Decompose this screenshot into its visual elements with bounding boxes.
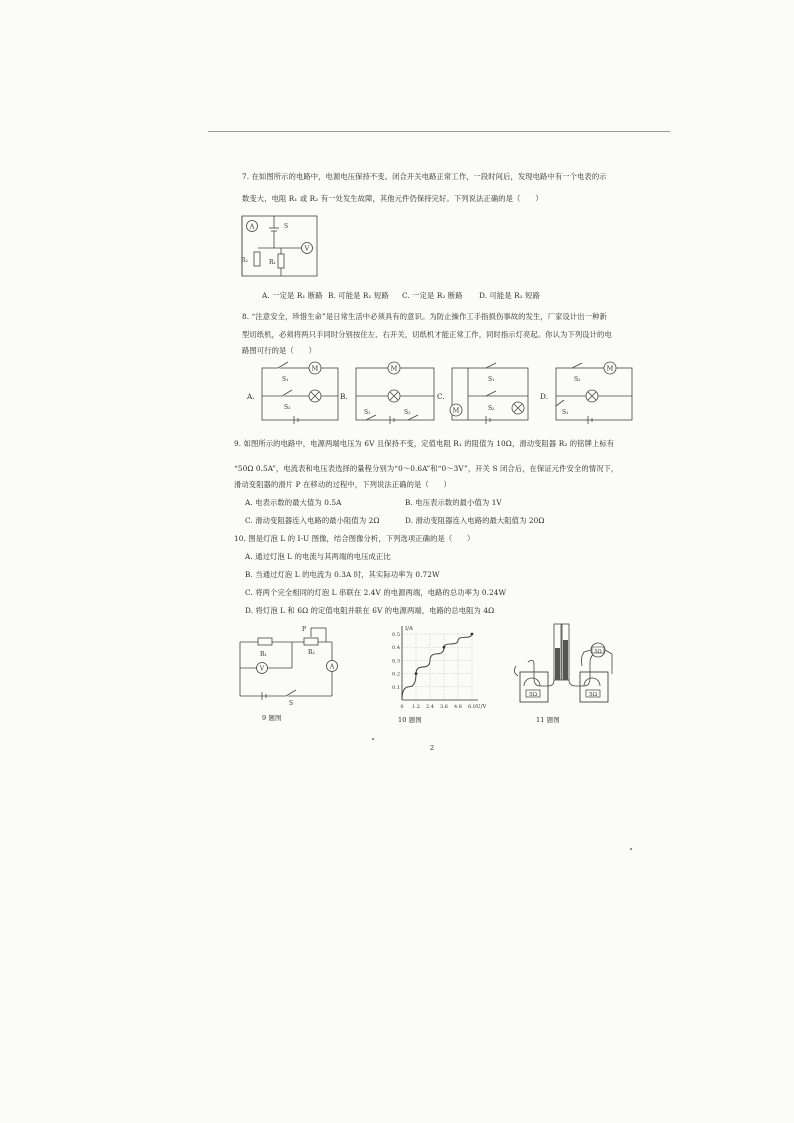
- q10-option-b: B. 当通过灯泡 L 的电流为 0.3A 时，其实际功率为 0.72W: [245, 570, 440, 579]
- switch-icon: [486, 363, 496, 368]
- svg-text:S₂: S₂: [574, 376, 581, 383]
- q7-option-d: D. 可能是 R₂ 短路: [479, 291, 540, 300]
- q10-text: 10. 图是灯泡 L 的 I-U 图像，结合图像分析，下列选项正确的是（ ）: [234, 534, 475, 543]
- y-tick-label: 0.1: [392, 684, 400, 691]
- fig11-caption: 11 题图: [536, 716, 560, 724]
- q10-option-d: D. 将灯泡 L 和 6Ω 的定值电阻并联在 6V 的电源两端，电路的总电阻为 4Ω: [245, 606, 495, 615]
- q8-circuit-d: [552, 362, 638, 426]
- y-tick-label: 0.5: [392, 632, 400, 638]
- q7-circuit-diagram: [232, 212, 322, 280]
- scan-speck: [630, 848, 632, 850]
- q10-option-c: C. 将两个完全相同的灯泡 L 串联在 2.4V 的电源两端，电路的总功率为 0.24W: [245, 588, 507, 597]
- q7-option-b: B. 可能是 R₁ 短路: [328, 291, 389, 300]
- header-rule: [208, 131, 670, 132]
- q9-text-line2: “50Ω 0.5A”，电流表和电压表选择的量程分别为“0～0.6A”和“0～3V”，开关 S 闭合后，在保证元件安全的情况下，: [234, 464, 619, 473]
- q8-text-line3: 路图可行的是（ ）: [242, 346, 316, 355]
- data-point: [443, 646, 446, 649]
- svg-text:A: A: [249, 222, 255, 231]
- iu-curve: [402, 634, 472, 700]
- scan-speck: [372, 738, 374, 740]
- q7-option-a: A. 一定是 R₁ 断路: [262, 291, 323, 300]
- svg-text:R₂: R₂: [308, 649, 315, 656]
- q7-text-line2: 数变大，电阻 R₁ 或 R₂ 有一处发生故障，其他元件仍保持完好。下列说法正确的是（ ）: [242, 194, 543, 203]
- svg-text:R₁: R₁: [269, 259, 276, 266]
- q10-option-a: A. 通过灯泡 L 的电流与其两端的电压成正比: [245, 552, 391, 561]
- q7-option-c: C. 一定是 R₂ 断路: [402, 291, 463, 300]
- svg-text:S₂: S₂: [488, 405, 495, 412]
- y-tick-label: 0.3: [392, 658, 400, 665]
- svg-text:M: M: [606, 364, 614, 373]
- switch-icon: [286, 690, 296, 696]
- page-number: 2: [430, 744, 435, 752]
- q7-text-line1: 7. 在如图所示的电路中，电源电压保持不变。闭合开关电路正常工作，一段时间后，发现电路中有一个电表的示: [242, 172, 607, 181]
- switch-icon: [282, 390, 292, 396]
- svg-text:S₁: S₁: [364, 409, 371, 416]
- q8-label-c: C.: [437, 392, 445, 401]
- svg-text:R₂: R₂: [241, 257, 248, 264]
- q8-circuit-c: [448, 362, 534, 426]
- q9-option-b: B. 电压表示数的最小值为 1V: [405, 498, 502, 507]
- q9-option-d: D. 滑动变阻器连入电路的最大阻值为 20Ω: [405, 516, 545, 525]
- q8-circuit-b: [352, 362, 438, 426]
- svg-text:S₁: S₁: [282, 376, 289, 383]
- q9-option-a: A. 电表示数的最大值为 0.5A: [245, 498, 342, 507]
- x-tick-label: 4.8: [454, 704, 462, 710]
- q8-circuit-a: [258, 362, 342, 426]
- svg-text:5Ω: 5Ω: [528, 692, 538, 698]
- q9-option-c: C. 滑动变阻器连入电路的最小阻值为 2Ω: [245, 516, 380, 525]
- rheostat-r2-icon: [304, 638, 318, 645]
- data-point: [471, 633, 474, 636]
- x-tick-label: 1.2: [412, 704, 420, 710]
- q9-text-line3: 滑动变阻器的滑片 P 在移动的过程中，下列说法正确的是（ ）: [234, 480, 451, 489]
- q8-label-d: D.: [540, 392, 549, 401]
- svg-text:V: V: [259, 665, 265, 673]
- switch-icon: [556, 400, 564, 406]
- svg-text:5Ω: 5Ω: [594, 648, 602, 655]
- svg-text:S₂: S₂: [284, 404, 291, 411]
- svg-text:M: M: [390, 364, 398, 373]
- svg-text:M: M: [452, 406, 460, 415]
- x-tick-label: 6.0: [468, 704, 476, 710]
- svg-text:M: M: [311, 364, 319, 373]
- fig11-apparatus-diagram: [512, 622, 624, 712]
- switch-icon: [572, 363, 582, 368]
- svg-text:S: S: [289, 700, 294, 707]
- svg-text:R₁: R₁: [260, 651, 267, 658]
- x-axis-label: U/V: [476, 704, 487, 710]
- svg-text:A: A: [329, 663, 335, 671]
- resistor-r2-icon: [254, 252, 260, 266]
- svg-text:S: S: [284, 223, 289, 230]
- fig9-circuit-diagram: [232, 626, 342, 706]
- data-point: [415, 672, 418, 675]
- svg-text:S₂: S₂: [404, 409, 411, 416]
- resistor-r1-icon: [258, 638, 272, 645]
- x-tick-label: 0: [400, 704, 404, 710]
- fig9-caption: 9 题图: [262, 714, 282, 722]
- y-axis-label: I/A: [405, 626, 413, 632]
- q8-text-line1: 8. “注意安全，珍惜生命”是日常生活中必须具有的意识。为防止操作工手指损伤事故的发生，厂家设计出一种新: [242, 312, 607, 321]
- svg-text:S₁: S₁: [562, 409, 569, 416]
- svg-text:5Ω: 5Ω: [588, 692, 598, 698]
- fig10-caption: 10 题图: [398, 716, 422, 724]
- switch-icon: [486, 391, 496, 396]
- switch-icon: [278, 362, 288, 368]
- fig10-iu-chart: [388, 620, 487, 712]
- y-tick-label: 0.2: [392, 671, 400, 678]
- resistor-r1-icon: [278, 254, 284, 268]
- y-tick-label: 0.4: [392, 645, 400, 652]
- svg-text:S₁: S₁: [488, 376, 495, 383]
- x-tick-label: 3.6: [440, 704, 448, 710]
- q9-text-line1: 9. 如图所示的电路中，电源两端电压为 6V 且保持不变，定值电阻 R₁ 的阻值为 10Ω，滑动变阻器 R₂ 的铭牌上标有: [234, 439, 615, 448]
- q8-text-line2: 型切纸机，必须将两只手同时分别按住左、右开关，切纸机才能正常工作，同时指示灯亮起。你认为下列设计的电: [242, 330, 612, 339]
- svg-text:P: P: [302, 626, 307, 633]
- q8-label-a: A.: [247, 392, 255, 401]
- x-tick-label: 2.4: [426, 704, 434, 710]
- svg-text:V: V: [304, 244, 310, 253]
- q8-label-b: B.: [340, 392, 348, 401]
